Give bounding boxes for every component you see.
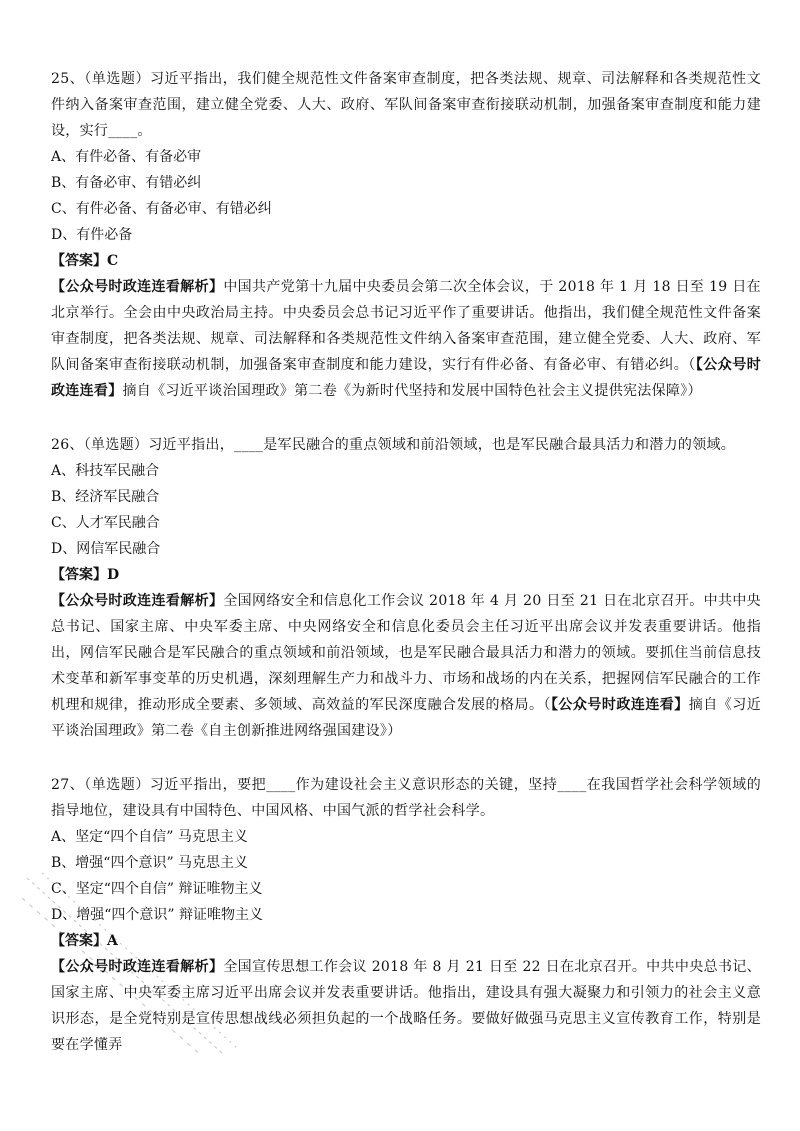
option-d: D、网信军民融合: [51, 541, 161, 557]
question-block-27: [51, 772, 761, 1058]
document-page: [51, 66, 761, 1058]
option-b: B、有备必审、有错必纠: [51, 175, 202, 191]
option-c: C、有件必备、有备必审、有错必纠: [51, 201, 272, 217]
answer-line: 【答案】D: [51, 567, 120, 583]
option-c: C、坚定“四个自信” 辩证唯物主义: [51, 881, 263, 897]
option-a: A、科技军民融合: [51, 463, 160, 479]
question-stem: 25、（单选题）习近平指出，我们健全规范性文件备案审查制度，把各类法规、规章、司法解释和各类规范性文件纳入备案审查范围，建立健全党委、人大、政府、军队间备案审查衔接联动机制，加强备案审查制度和能力建设，实行____。: [51, 71, 761, 139]
analysis-paragraph: [51, 274, 761, 404]
analysis-text: 全国宣传思想工作会议 2018 年 8 月 21 日至 22 日在北京召开。中共中央总书记、国家主席、中央军委主席习近平出席会议并发表重要讲话。他指出，建设具有强大凝聚力和引领力的社会主义意识形态，是全党特别是宣传思想战线必须担负起的一个战略任务。要做好做强马克思主义宣传教育工作，特别是要在学懂弄: [51, 959, 761, 1053]
option-c: C、人才军民融合: [51, 515, 160, 531]
analysis-paragraph: [51, 588, 761, 744]
question-block-26: [51, 432, 761, 744]
question-stem: 27、（单选题）习近平指出，要把____作为建设社会主义意识形态的关键，坚持____在我国哲学社会科学领域的指导地位，建设具有中国特色、中国风格、中国气派的哲学社会科学。: [51, 777, 761, 819]
source-text: 摘自《习近平谈治国理政》第二卷《自主创新推进网络强国建设》）: [51, 697, 762, 739]
option-b: B、经济军民融合: [51, 489, 160, 505]
analysis-label: 【公众号时政连连看解析】: [51, 279, 224, 295]
option-d: D、有件必备: [51, 227, 133, 243]
source-label: 【公众号时政连连看】: [51, 357, 762, 399]
question-block-25: [51, 66, 761, 404]
option-a: A、有件必备、有备必审: [51, 149, 202, 165]
source-label: 【公众号时政连连看】: [550, 697, 689, 713]
analysis-text: 中国共产党第十九届中央委员会第二次全体会议，于 2018 年 1 月 18 日至 19 日在北京举行。全会由中央政治局主持。中央委员会总书记习近平作了重要讲话。他指出，我们健全规范性文件备案审查制度，把各类法规、规章、司法解释和各类规范性文件纳入备案审查范围，建立健全党委、人大、政府、军队间备案审查衔接联动机制，加强备案审查制度和能力建设，实行有件必备、有备必审、有错必纠。（: [51, 279, 761, 373]
option-a: A、坚定“四个自信” 马克思主义: [51, 829, 248, 845]
answer-line: 【答案】C: [51, 253, 119, 269]
answer-line: 【答案】A: [51, 933, 118, 949]
option-d: D、增强“四个意识” 辩证唯物主义: [51, 907, 263, 923]
option-b: B、增强“四个意识” 马克思主义: [51, 855, 249, 871]
analysis-label: 【公众号时政连连看解析】: [51, 959, 224, 975]
question-stem: 26、（单选题）习近平指出，____是军民融合的重点领域和前沿领域，也是军民融合最具活力和潜力的领域。: [51, 437, 736, 453]
analysis-label: 【公众号时政连连看解析】: [51, 593, 224, 609]
analysis-text: 全国网络安全和信息化工作会议 2018 年 4 月 20 日至 21 日在北京召开。中共中央总书记、国家主席、中央军委主席、中央网络安全和信息化委员会主任习近平出席会议并发表重要讲话。他指出，网信军民融合是军民融合的重点领域和前沿领域，也是军民融合最具活力和潜力的领域。要抓住当前信息技术变革和新军事变革的历史机遇，深刻理解生产力和战斗力、市场和战场的内在关系，把握网信军民融合的工作机理和规律，推动形成全要素、多领域、高效益的军民深度融合发展的格局。（: [51, 593, 761, 713]
source-text: 摘自《习近平谈治国理政》第二卷《为新时代坚持和发展中国特色社会主义提供宪法保障》）: [122, 383, 702, 399]
analysis-paragraph: [51, 954, 761, 1058]
